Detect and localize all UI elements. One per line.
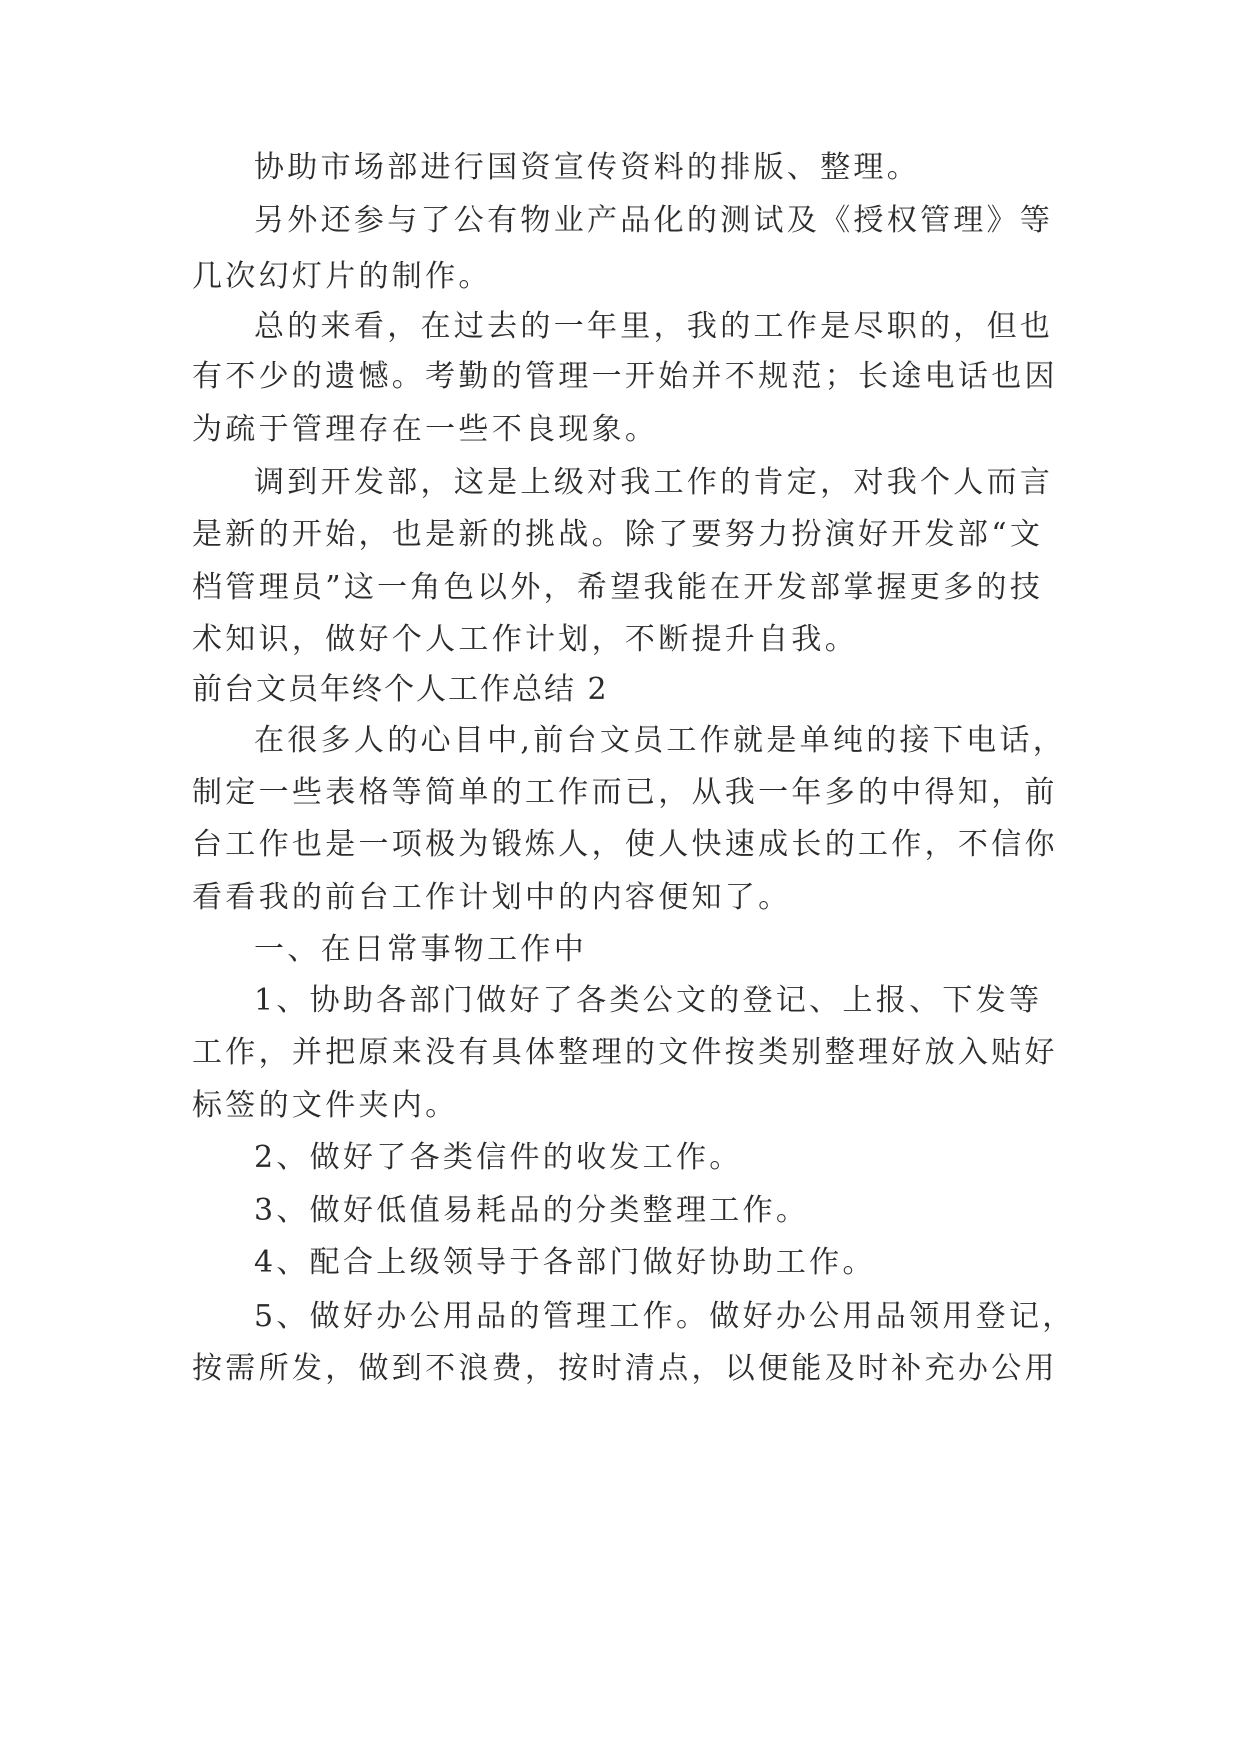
subsection-heading: 一、在日常事物工作中 — [254, 932, 587, 967]
list-item-continuation: 按需所发，做到不浪费，按时清点，以便能及时补充办公用 — [192, 1351, 1058, 1386]
paragraph-line: 调到开发部，这是上级对我工作的肯定，对我个人而言 — [254, 465, 1054, 500]
list-item: 4、配合上级领导于各部门做好协助工作。 — [254, 1245, 876, 1280]
paragraph-line: 为疏于管理存在一些不良现象。 — [192, 412, 659, 447]
list-item: 5、做好办公用品的管理工作。做好办公用品领用登记， — [254, 1299, 1076, 1334]
paragraph-line: 看看我的前台工作计划中的内容便知了。 — [192, 880, 792, 915]
paragraph-line: 几次幻灯片的制作。 — [192, 259, 492, 294]
list-item: 1、协助各部门做好了各类公文的登记、上报、下发等 — [254, 983, 1043, 1018]
paragraph-line: 总的来看，在过去的一年里，我的工作是尽职的，但也 — [254, 309, 1054, 344]
paragraph-line: 档管理员”这一角色以外，希望我能在开发部掌握更多的技 — [192, 570, 1044, 605]
paragraph-line: 是新的开始，也是新的挑战。除了要努力扮演好开发部“文 — [192, 517, 1044, 552]
list-item: 2、做好了各类信件的收发工作。 — [254, 1140, 743, 1175]
paragraph-line: 另外还参与了公有物业产品化的测试及《授权管理》等 — [254, 203, 1054, 238]
list-item-continuation: 标签的文件夹内。 — [192, 1088, 459, 1123]
list-item-continuation: 工作，并把原来没有具体整理的文件按类别整理好放入贴好 — [192, 1035, 1058, 1070]
section-heading: 前台文员年终个人工作总结 2 — [192, 672, 609, 707]
paragraph-line: 术知识，做好个人工作计划，不断提升自我。 — [192, 622, 858, 657]
paragraph-line: 有不少的遗憾。考勤的管理一开始并不规范；长途电话也因 — [192, 359, 1058, 394]
list-item: 3、做好低值易耗品的分类整理工作。 — [254, 1193, 810, 1228]
paragraph-line: 台工作也是一项极为锻炼人，使人快速成长的工作，不信你 — [192, 827, 1058, 862]
paragraph-line: 制定一些表格等简单的工作而已，从我一年多的中得知，前 — [192, 775, 1058, 810]
paragraph-line: 协助市场部进行国资宣传资料的排版、整理。 — [254, 150, 920, 185]
paragraph-line: 在很多人的心目中,前台文员工作就是单纯的接下电话， — [254, 723, 1067, 758]
